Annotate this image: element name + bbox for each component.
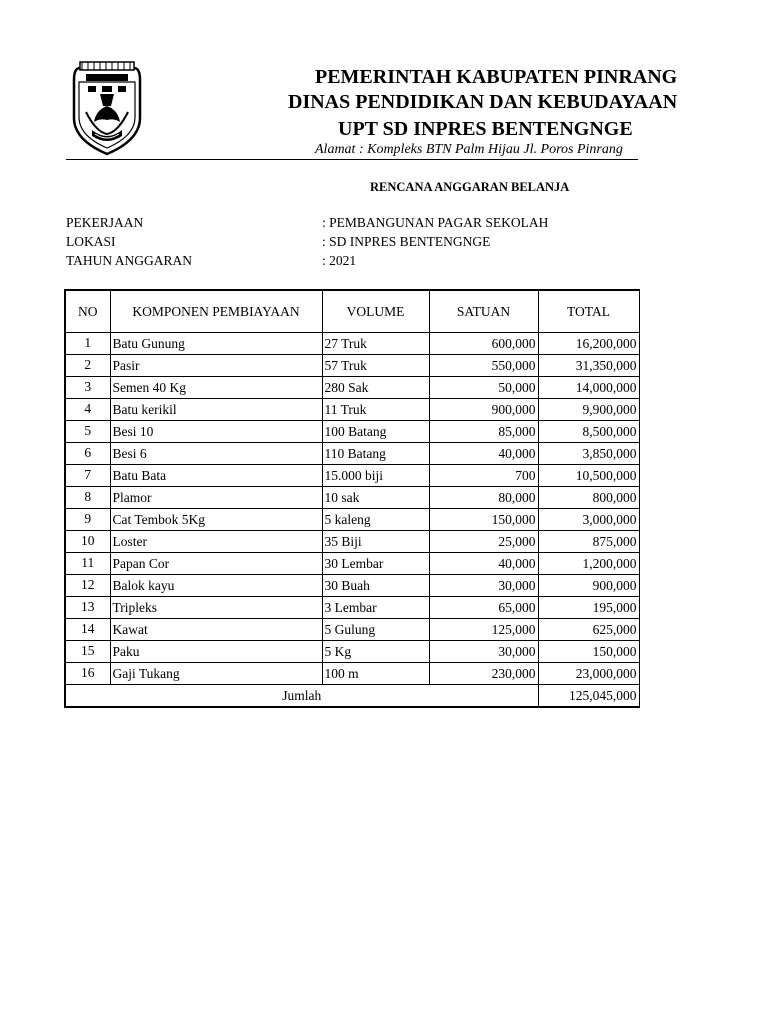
cell-no: 11 xyxy=(65,553,110,575)
cell-total: 16,200,000 xyxy=(538,333,639,355)
cell-total: 31,350,000 xyxy=(538,355,639,377)
cell-total: 1,200,000 xyxy=(538,553,639,575)
cell-satuan: 700 xyxy=(429,465,538,487)
header-address: Alamat : Kompleks BTN Palm Hijau Jl. Poros Pinrang xyxy=(315,142,623,157)
regency-coat-of-arms-icon xyxy=(66,62,148,156)
budget-table xyxy=(64,289,640,708)
sum-label: Jumlah xyxy=(65,685,538,708)
cell-total: 900,000 xyxy=(538,575,639,597)
table-header-row xyxy=(65,290,639,333)
cell-no: 6 xyxy=(65,443,110,465)
col-header-komponen: KOMPONEN PEMBIAYAAN xyxy=(110,290,322,333)
table-row xyxy=(65,443,639,465)
cell-komponen: Papan Cor xyxy=(110,553,322,575)
table-row xyxy=(65,465,639,487)
cell-volume: 5 Kg xyxy=(322,641,429,663)
cell-volume: 10 sak xyxy=(322,487,429,509)
table-row xyxy=(65,355,639,377)
cell-volume: 5 kaleng xyxy=(322,509,429,531)
cell-total: 8,500,000 xyxy=(538,421,639,443)
cell-no: 16 xyxy=(65,663,110,685)
cell-satuan: 125,000 xyxy=(429,619,538,641)
cell-no: 1 xyxy=(65,333,110,355)
cell-no: 10 xyxy=(65,531,110,553)
cell-komponen: Tripleks xyxy=(110,597,322,619)
cell-komponen: Batu Bata xyxy=(110,465,322,487)
col-header-no: NO xyxy=(65,290,110,333)
cell-no: 5 xyxy=(65,421,110,443)
cell-volume: 100 Batang xyxy=(322,421,429,443)
tahun-label: TAHUN ANGGARAN xyxy=(66,253,193,268)
cell-no: 12 xyxy=(65,575,110,597)
cell-total: 3,000,000 xyxy=(538,509,639,531)
cell-volume: 100 m xyxy=(322,663,429,685)
table-row xyxy=(65,641,639,663)
cell-komponen: Batu kerikil xyxy=(110,399,322,421)
cell-total: 150,000 xyxy=(538,641,639,663)
cell-no: 8 xyxy=(65,487,110,509)
sum-row xyxy=(65,685,639,708)
cell-total: 9,900,000 xyxy=(538,399,639,421)
cell-komponen: Besi 10 xyxy=(110,421,322,443)
cell-satuan: 900,000 xyxy=(429,399,538,421)
cell-satuan: 230,000 xyxy=(429,663,538,685)
cell-total: 195,000 xyxy=(538,597,639,619)
cell-total: 23,000,000 xyxy=(538,663,639,685)
cell-volume: 11 Truk xyxy=(322,399,429,421)
cell-no: 7 xyxy=(65,465,110,487)
cell-total: 10,500,000 xyxy=(538,465,639,487)
table-row xyxy=(65,531,639,553)
cell-volume: 3 Lembar xyxy=(322,597,429,619)
header-regency: PEMERINTAH KABUPATEN PINRANG xyxy=(315,66,678,88)
table-row xyxy=(65,399,639,421)
cell-no: 9 xyxy=(65,509,110,531)
cell-satuan: 30,000 xyxy=(429,641,538,663)
cell-volume: 57 Truk xyxy=(322,355,429,377)
lokasi-value: : SD INPRES BENTENGNGE xyxy=(322,234,491,249)
table-row xyxy=(65,377,639,399)
table-row xyxy=(65,619,639,641)
col-header-satuan: SATUAN xyxy=(429,290,538,333)
cell-komponen: Cat Tembok 5Kg xyxy=(110,509,322,531)
cell-satuan: 80,000 xyxy=(429,487,538,509)
cell-volume: 27 Truk xyxy=(322,333,429,355)
cell-total: 625,000 xyxy=(538,619,639,641)
pekerjaan-value: : PEMBANGUNAN PAGAR SEKOLAH xyxy=(322,215,549,230)
cell-komponen: Plamor xyxy=(110,487,322,509)
cell-no: 2 xyxy=(65,355,110,377)
cell-volume: 5 Gulung xyxy=(322,619,429,641)
lokasi-label: LOKASI xyxy=(66,234,116,249)
cell-komponen: Batu Gunung xyxy=(110,333,322,355)
cell-komponen: Loster xyxy=(110,531,322,553)
cell-satuan: 150,000 xyxy=(429,509,538,531)
cell-satuan: 65,000 xyxy=(429,597,538,619)
table-row xyxy=(65,597,639,619)
cell-komponen: Balok kayu xyxy=(110,575,322,597)
table-row xyxy=(65,487,639,509)
cell-no: 15 xyxy=(65,641,110,663)
cell-satuan: 550,000 xyxy=(429,355,538,377)
cell-satuan: 85,000 xyxy=(429,421,538,443)
cell-satuan: 40,000 xyxy=(429,553,538,575)
cell-komponen: Pasir xyxy=(110,355,322,377)
table-row xyxy=(65,333,639,355)
document-title: RENCANA ANGGARAN BELANJA xyxy=(370,180,570,194)
letterhead-divider xyxy=(66,159,638,160)
table-row xyxy=(65,575,639,597)
cell-komponen: Semen 40 Kg xyxy=(110,377,322,399)
cell-komponen: Besi 6 xyxy=(110,443,322,465)
cell-volume: 30 Buah xyxy=(322,575,429,597)
tahun-value: : 2021 xyxy=(322,253,357,268)
cell-satuan: 40,000 xyxy=(429,443,538,465)
cell-no: 14 xyxy=(65,619,110,641)
col-header-total: TOTAL xyxy=(538,290,639,333)
pekerjaan-label: PEKERJAAN xyxy=(66,215,144,230)
cell-total: 800,000 xyxy=(538,487,639,509)
table-row xyxy=(65,553,639,575)
cell-komponen: Gaji Tukang xyxy=(110,663,322,685)
col-header-volume: VOLUME xyxy=(322,290,429,333)
cell-satuan: 30,000 xyxy=(429,575,538,597)
sum-total: 125,045,000 xyxy=(538,685,639,708)
cell-volume: 15.000 biji xyxy=(322,465,429,487)
cell-total: 875,000 xyxy=(538,531,639,553)
cell-volume: 110 Batang xyxy=(322,443,429,465)
table-row xyxy=(65,421,639,443)
cell-satuan: 50,000 xyxy=(429,377,538,399)
cell-komponen: Paku xyxy=(110,641,322,663)
letterhead xyxy=(150,60,678,166)
cell-komponen: Kawat xyxy=(110,619,322,641)
header-school: UPT SD INPRES BENTENGNGE xyxy=(338,118,633,140)
header-department: DINAS PENDIDIKAN DAN KEBUDAYAAN xyxy=(288,91,678,113)
cell-satuan: 600,000 xyxy=(429,333,538,355)
cell-total: 14,000,000 xyxy=(538,377,639,399)
table-row xyxy=(65,509,639,531)
cell-satuan: 25,000 xyxy=(429,531,538,553)
cell-total: 3,850,000 xyxy=(538,443,639,465)
cell-no: 13 xyxy=(65,597,110,619)
cell-no: 4 xyxy=(65,399,110,421)
table-row xyxy=(65,663,639,685)
cell-volume: 30 Lembar xyxy=(322,553,429,575)
cell-volume: 280 Sak xyxy=(322,377,429,399)
cell-no: 3 xyxy=(65,377,110,399)
cell-volume: 35 Biji xyxy=(322,531,429,553)
